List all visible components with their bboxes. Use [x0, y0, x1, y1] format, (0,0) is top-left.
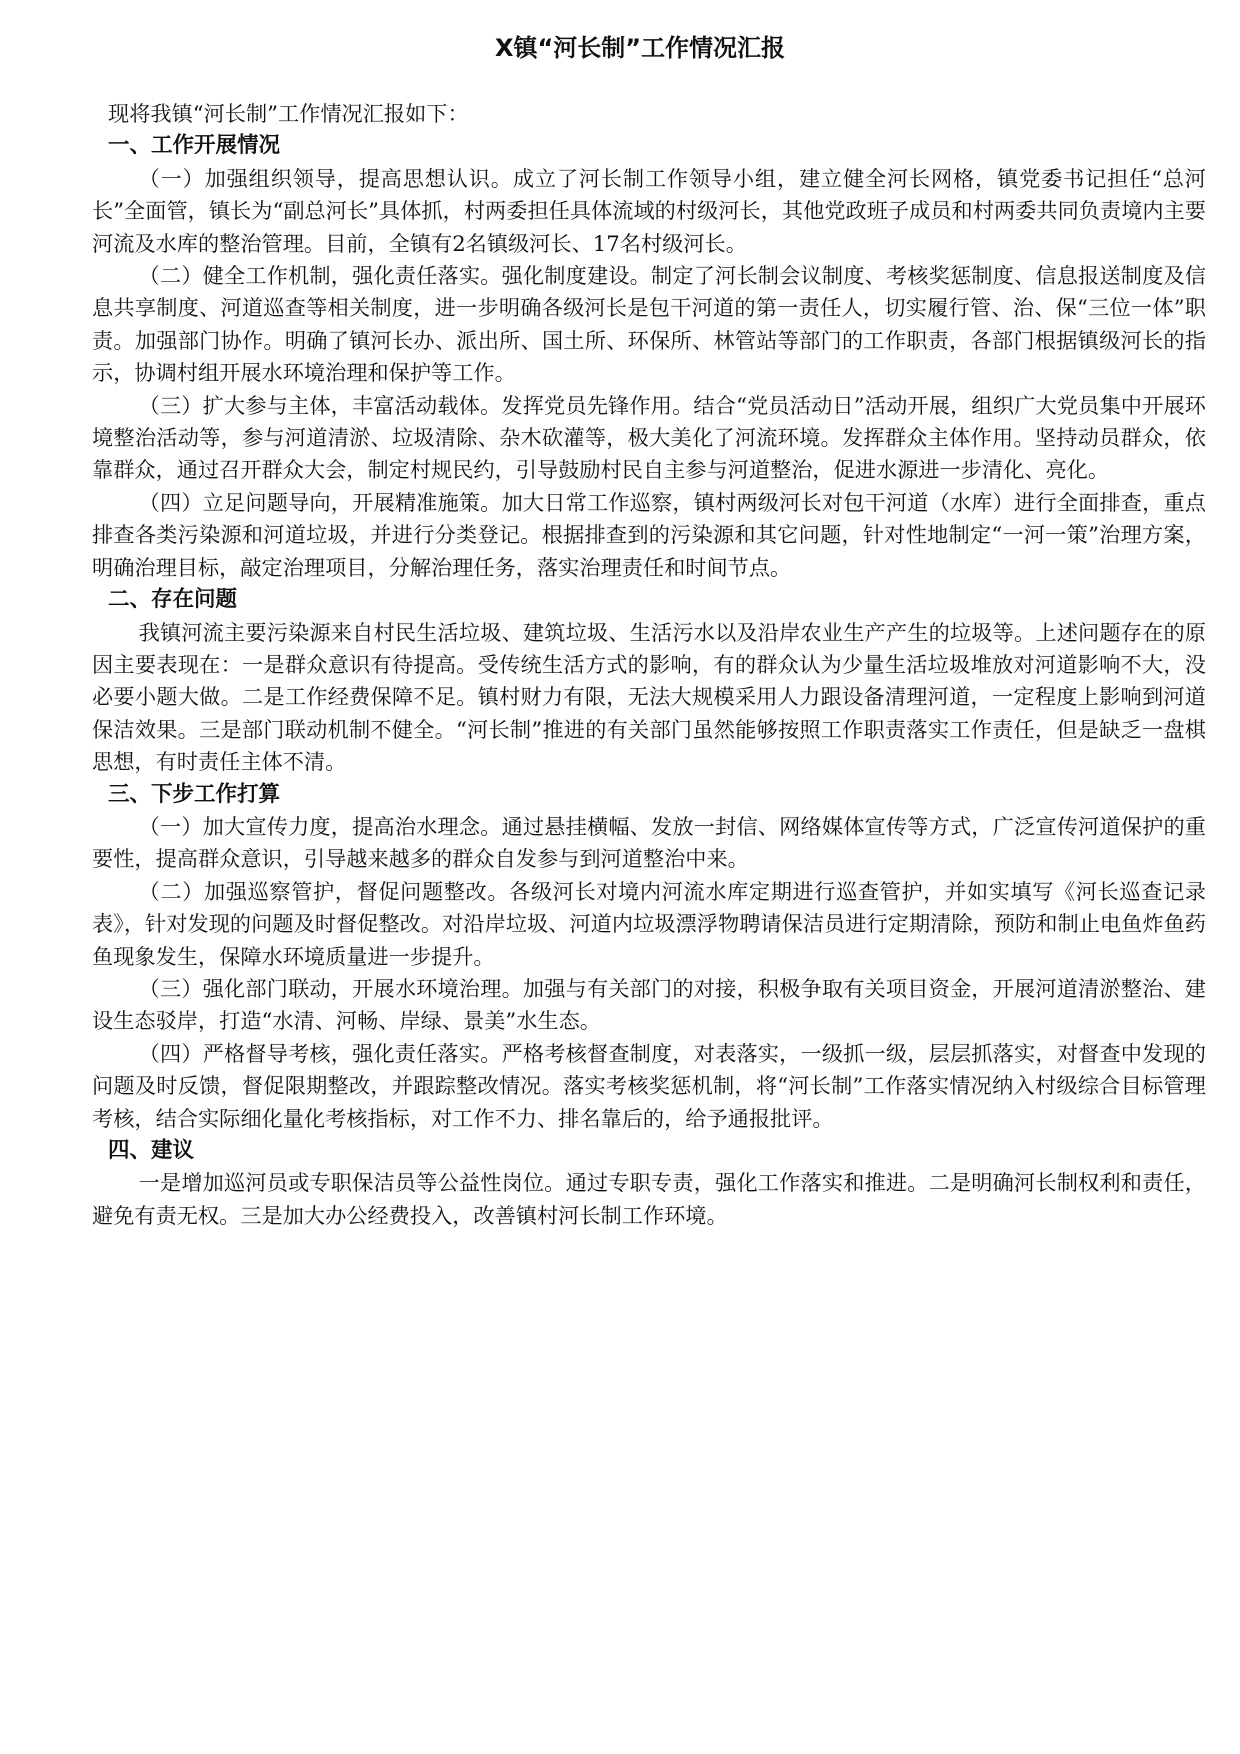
paragraph: 一是增加巡河员或专职保洁员等公益性岗位。通过专职专责，强化工作落实和推进。二是明确河长制权利和责任，避免有责无权。三是加大办公经费投入，改善镇村河长制工作环境。 [92, 1170, 1206, 1228]
paragraph: （四）立足问题导向，开展精准施策。加大日常工作巡察，镇村两级河长对包干河道（水库）进行全面排查，重点排查各类污染源和河道垃圾，并进行分类登记。根据排查到的污染源和其它问题，针对性地制定“一河一策”治理方案，明确治理目标，敲定治理项目，分解治理任务，落实治理责任和时间节点。 [92, 489, 1206, 580]
section-heading-suggestions: 四、建议 [108, 1138, 195, 1163]
paragraph: （三）扩大参与主体，丰富活动载体。发挥党员先锋作用。结合“党员活动日”活动开展，组织广大党员集中开展环境整治活动等，参与河道清淤、垃圾清除、杂木砍灌等，极大美化了河流环境。发挥群众主体作用。坚持动员群众，依靠群众，通过召开群众大会，制定村规民约，引导鼓励村民自主参与河道整治，促进水源进一步清化、亮化。 [92, 392, 1206, 483]
paragraph: （一）加强组织领导，提高思想认识。成立了河长制工作领导小组，建立健全河长网格，镇党委书记担任“总河长”全面管，镇长为“副总河长”具体抓，村两委担任具体流域的村级河长，其他党政班子成员和村两委共同负责境内主要河流及水库的整治管理。目前，全镇有2名镇级河长、17名村级河长。 [92, 165, 1206, 256]
document-body [92, 98, 1206, 1232]
document-title: X镇“河长制”工作情况汇报 [494, 34, 786, 62]
section-heading-next-steps: 三、下步工作打算 [108, 781, 281, 807]
section-heading-problems: 二、存在问题 [108, 587, 238, 613]
paragraph: （二）加强巡察管护，督促问题整改。各级河长对境内河流水库定期进行巡查管护，并如实填写《河长巡查记录表》，针对发现的问题及时督促整改。对沿岸垃圾、河道内垃圾漂浮物聘请保洁员进行定期清除，预防和制止电鱼炸鱼药鱼现象发生，保障水环境质量进一步提升。 [92, 878, 1206, 969]
section-heading-work-progress: 一、工作开展情况 [108, 133, 281, 159]
paragraph: （四）严格督导考核，强化责任落实。严格考核督查制度，对表落实，一级抓一级，层层抓落实，对督查中发现的问题及时反馈，督促限期整改，并跟踪整改情况。落实考核奖惩机制，将“河长制”工作落实情况纳入村级综合目标管理考核，结合实际细化量化考核指标，对工作不力、排名靠后的，给予通报批评。 [92, 1040, 1206, 1131]
paragraph: （三）强化部门联动，开展水环境治理。加强与有关部门的对接，积极争取有关项目资金，开展河道清淤整治、建设生态驳岸，打造“水清、河畅、岸绿、景美”水生态。 [92, 975, 1206, 1034]
paragraph: （一）加大宣传力度，提高治水理念。通过悬挂横幅、发放一封信、网络媒体宣传等方式，广泛宣传河道保护的重要性，提高群众意识，引导越来越多的群众自发参与到河道整治中来。 [92, 813, 1206, 872]
intro-paragraph: 现将我镇“河长制”工作情况汇报如下： [108, 101, 469, 126]
paragraph: 我镇河流主要污染源来自村民生活垃圾、建筑垃圾、生活污水以及沿岸农业生产产生的垃圾等。上述问题存在的原因主要表现在：一是群众意识有待提高。受传统生活方式的影响，有的群众认为少量生活垃圾堆放对河道影响不大，没必要小题大做。二是工作经费保障不足。镇村财力有限，无法大规模采用人力跟设备清理河道，一定程度上影响到河道保洁效果。三是部门联动机制不健全。“河长制”推进的有关部门虽然能够按照工作职责落实工作责任，但是缺乏一盘棋思想，有时责任主体不清。 [92, 619, 1206, 775]
paragraph: （二）健全工作机制，强化责任落实。强化制度建设。制定了河长制会议制度、考核奖惩制度、信息报送制度及信息共享制度、河道巡查等相关制度，进一步明确各级河长是包干河道的第一责任人，切实履行管、治、保“三位一体”职责。加强部门协作。明确了镇河长办、派出所、国土所、环保所、林管站等部门的工作职责，各部门根据镇级河长的指示，协调村组开展水环境治理和保护等工作。 [92, 263, 1206, 386]
